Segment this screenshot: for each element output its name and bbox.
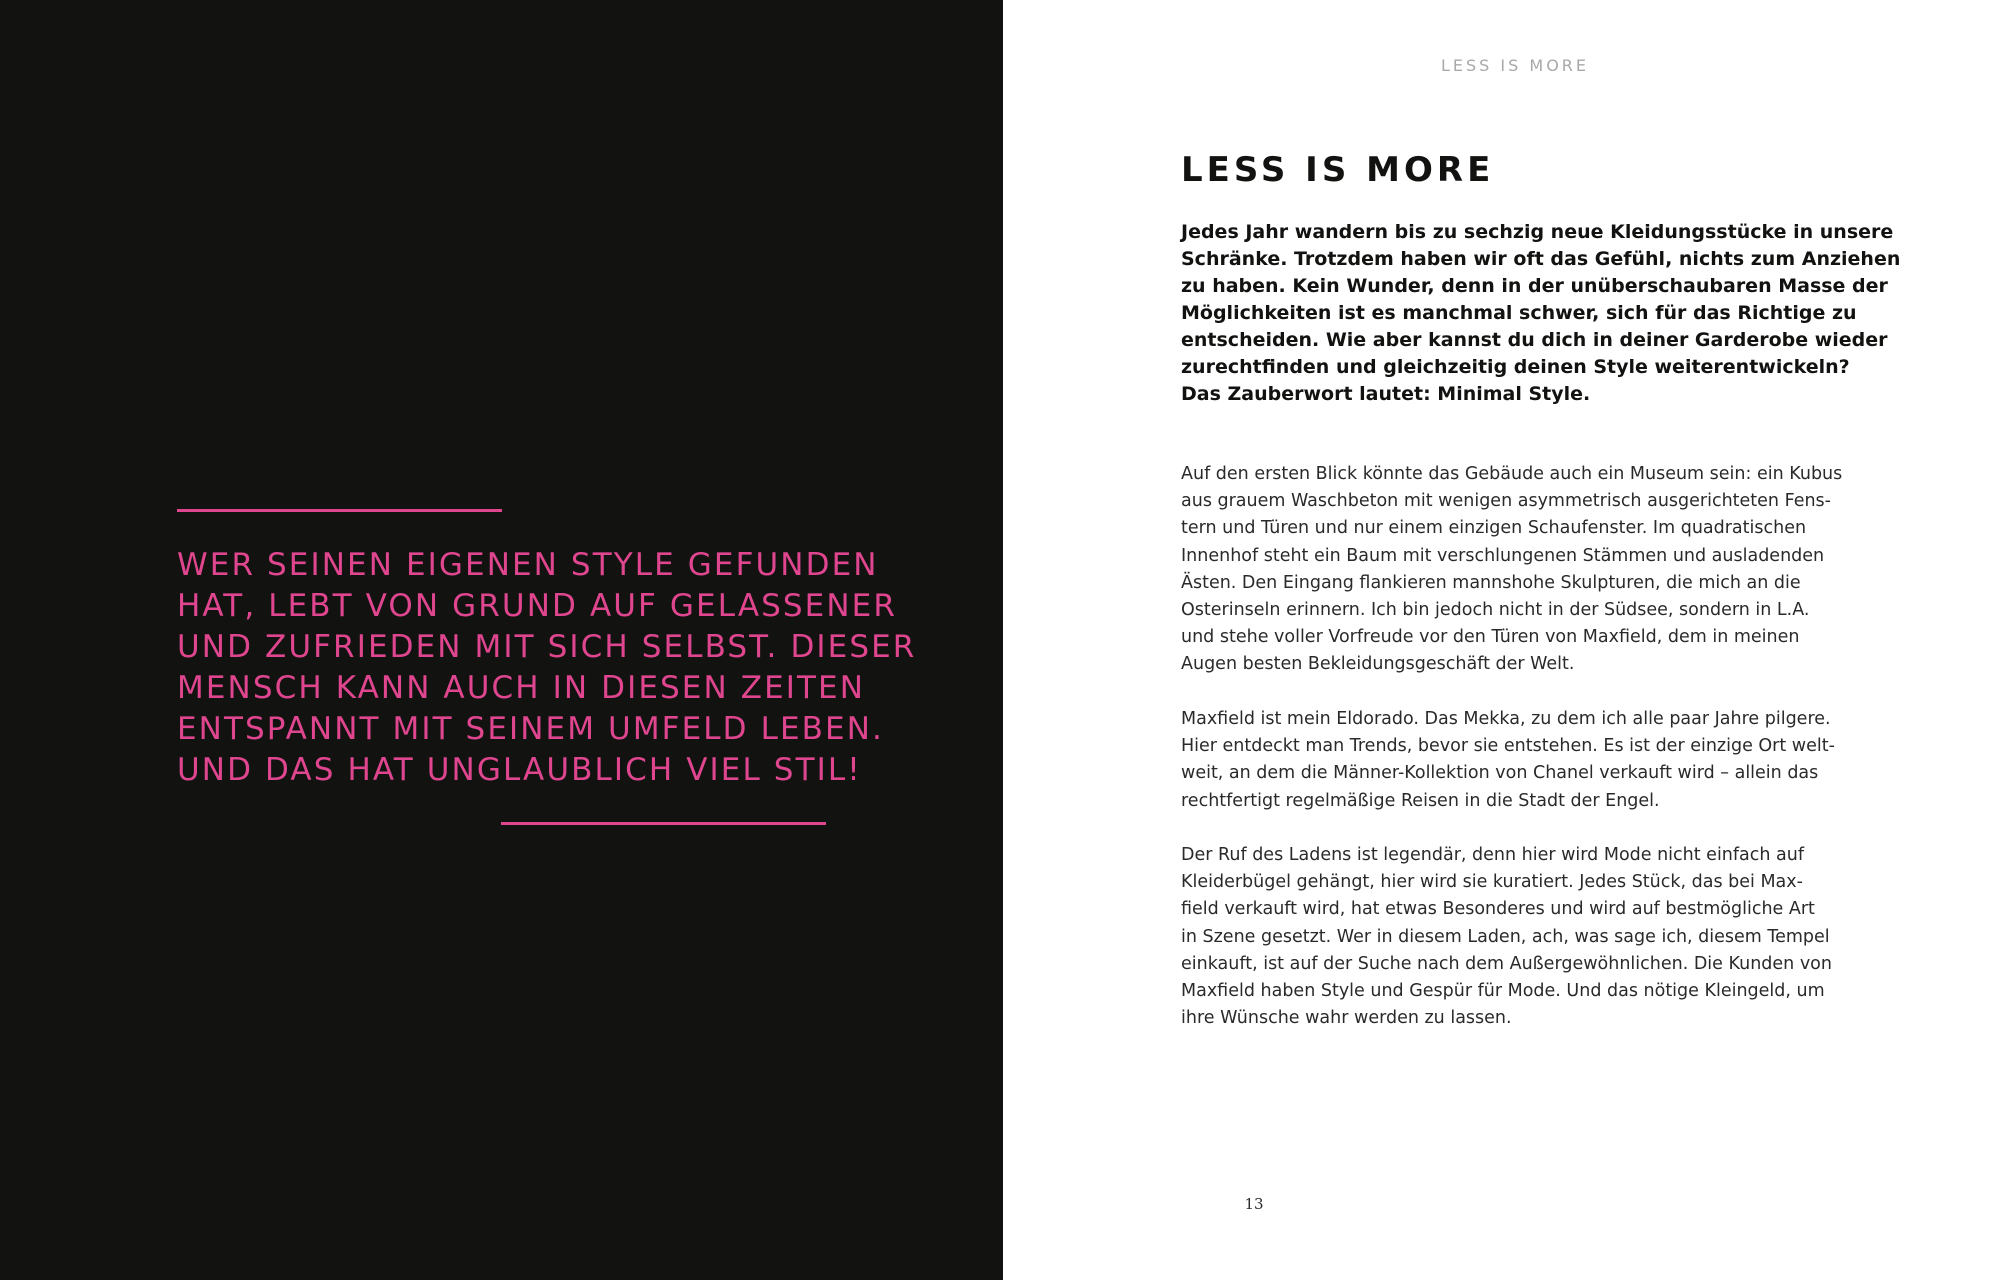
body-line: tern und Türen und nur einem einzigen Schaufenster. Im quadratischen	[1181, 518, 1807, 539]
page-number-container	[1003, 1195, 2006, 1213]
body-paragraph-3	[1181, 842, 1881, 1032]
lead-line: entscheiden. Wie aber kannst du dich in deiner Garderobe wieder	[1181, 329, 1888, 351]
pull-quote-line: UND ZUFRIEDEN MIT SICH SELBST. DIESER	[177, 629, 917, 665]
lead-paragraph	[1181, 219, 1901, 408]
body-line: in Szene gesetzt. Wer in diesem Laden, ach, was sage ich, diesem Tempel	[1181, 926, 1830, 947]
lead-line: zu haben. Kein Wunder, denn in der unüberschaubaren Masse der	[1181, 275, 1888, 297]
body-line: Der Ruf des Ladens ist legendär, denn hier wird Mode nicht einfach auf	[1181, 845, 1805, 865]
page-number: 13	[1244, 1195, 1264, 1213]
body-line: rechtfertigt regelmäßige Reisen in die Stadt der Engel.	[1181, 790, 1660, 811]
lead-line: Möglichkeiten ist es manchmal schwer, sich für das Richtige zu	[1181, 302, 1857, 324]
body-line: Maxfield ist mein Eldorado. Das Mekka, zu dem ich alle paar Jahre pilgere.	[1181, 709, 1831, 729]
running-head: LESS IS MORE	[1441, 56, 1590, 75]
lead-line: Das Zauberwort lautet: Minimal Style.	[1181, 383, 1591, 405]
body-line: einkauft, ist auf der Suche nach dem Außergewöhnlichen. Die Kunden von	[1181, 953, 1832, 974]
lead-line: zurechtfinden und gleichzeitig deinen Style weiterentwickeln?	[1181, 356, 1850, 378]
body-line: und stehe voller Vorfreude vor den Türen von Maxfield, dem in meinen	[1181, 627, 1800, 648]
chapter-title: LESS IS MORE	[1181, 150, 1495, 190]
pull-quote-line: HAT, LEBT VON GRUND AUF GELASSENER	[177, 588, 897, 624]
pull-quote-line: MENSCH KANN AUCH IN DIESEN ZEITEN	[177, 670, 866, 706]
body-line: aus grauem Waschbeton mit wenigen asymmetrisch ausgerichteten Fens-	[1181, 491, 1831, 512]
body-line: Innenhof steht ein Baum mit verschlungenen Stämmen und ausladenden	[1181, 545, 1825, 566]
right-page	[1003, 0, 2006, 1280]
body-line: field verkauft wird, hat etwas Besonderes und wird auf bestmögliche Art	[1181, 899, 1815, 920]
pull-quote-bottom-rule	[501, 822, 826, 825]
body-paragraph-2	[1181, 706, 1881, 815]
body-line: Augen besten Bekleidungsgeschäft der Welt.	[1181, 654, 1575, 675]
lead-line: Schränke. Trotzdem haben wir oft das Gefühl, nichts zum Anziehen	[1181, 248, 1901, 270]
body-paragraph-1	[1181, 461, 1881, 679]
pull-quote-top-rule	[177, 509, 502, 512]
pull-quote	[177, 545, 917, 791]
body-line: Auf den ersten Blick könnte das Gebäude auch ein Museum sein: ein Kubus	[1181, 464, 1843, 484]
pull-quote-line: UND DAS HAT UNGLAUBLICH VIEL STIL!	[177, 752, 862, 788]
body-line: Maxfield haben Style und Gespür für Mode. Und das nötige Kleingeld, um	[1181, 981, 1825, 1002]
pull-quote-line: ENTSPANNT MIT SEINEM UMFELD LEBEN.	[177, 711, 884, 747]
body-line: Hier entdeckt man Trends, bevor sie entstehen. Es ist der einzige Ort welt-	[1181, 736, 1835, 757]
pull-quote-line: WER SEINEN EIGENEN STYLE GEFUNDEN	[177, 547, 879, 583]
lead-line: Jedes Jahr wandern bis zu sechzig neue Kleidungsstücke in unsere	[1181, 221, 1894, 243]
body-line: weit, an dem die Männer-Kollektion von Chanel verkauft wird – allein das	[1181, 763, 1819, 784]
body-line: Osterinseln erinnern. Ich bin jedoch nicht in der Südsee, sondern in L.A.	[1181, 600, 1810, 621]
body-line: Ästen. Den Eingang flankieren mannshohe Skulpturen, die mich an die	[1181, 572, 1801, 593]
body-line: Kleiderbügel gehängt, hier wird sie kuratiert. Jedes Stück, das bei Max-	[1181, 872, 1803, 893]
body-line: ihre Wünsche wahr werden zu lassen.	[1181, 1008, 1512, 1029]
